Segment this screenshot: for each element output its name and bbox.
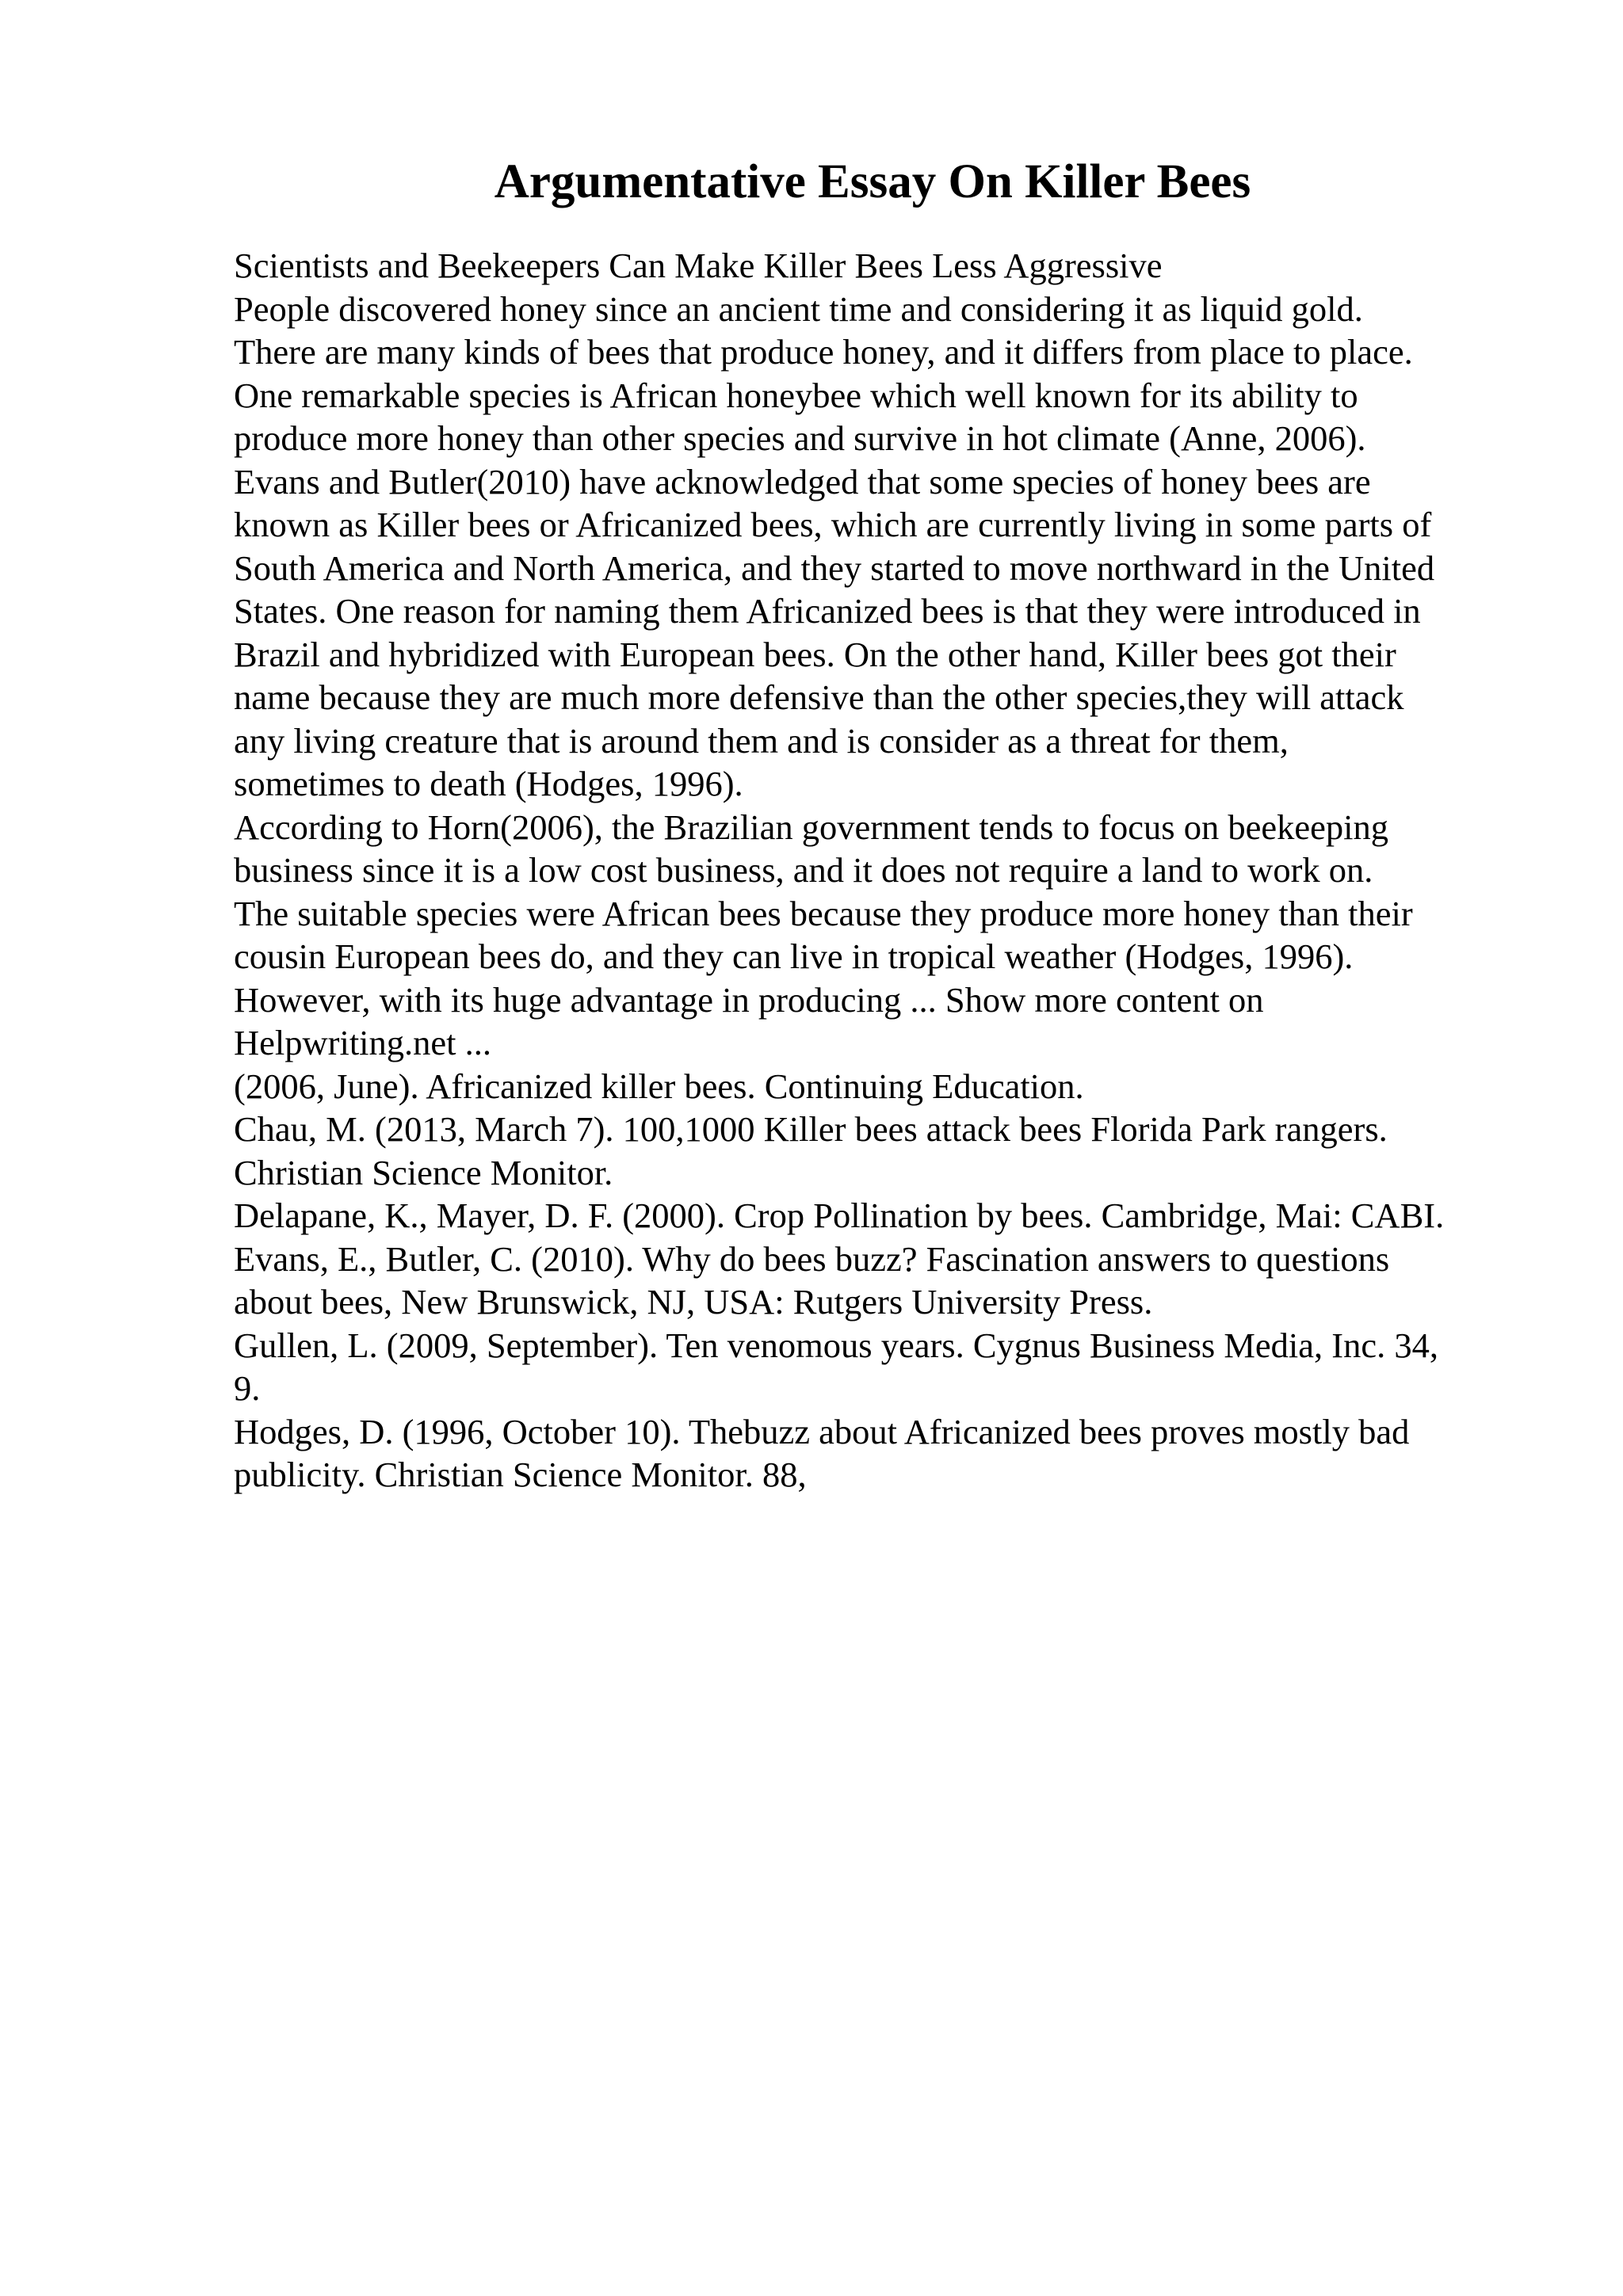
text-line: People discovered honey since an ancient time and considering it as liquid gold. (234, 288, 1363, 329)
text-line: Brazil and hybridized with European bees. On the other hand, Killer bees got their (234, 634, 1396, 674)
text-line: Evans, E., Butler, C. (2010). Why do bees buzz? Fascination answers to questions (234, 1238, 1390, 1279)
text-line: The suitable species were African bees because they produce more honey than their (234, 893, 1413, 933)
text-line: Helpwriting.net ... (234, 1023, 492, 1062)
text-line: cousin European bees do, and they can live in tropical weather (Hodges, 1996). (234, 936, 1354, 976)
text-line: name because they are much more defensive than the other species,they will attack (234, 677, 1404, 717)
text-line: According to Horn(2006), the Brazilian government tends to focus on beekeeping (234, 807, 1388, 847)
text-line: about bees, New Brunswick, NJ, USA: Rutgers University Press. (234, 1282, 1153, 1322)
text-line: There are many kinds of bees that produce honey, and it differs from place to place. (234, 332, 1413, 372)
text-line: business since it is a low cost business, and it does not require a land to work on. (234, 850, 1373, 890)
text-line: known as Killer bees or Africanized bees, which are currently living in some parts of (234, 505, 1432, 544)
text-line: Chau, M. (2013, March 7). 100,1000 Killer bees attack bees Florida Park rangers. (234, 1109, 1388, 1149)
text-line: any living creature that is around them and is consider as a threat for them, (234, 720, 1289, 761)
document-body (234, 244, 1533, 1497)
text-line: sometimes to death (Hodges, 1996). (234, 764, 743, 803)
document-title: Argumentative Essay On Killer Bees (494, 155, 1251, 208)
text-line: One remarkable species is African honeybee which well known for its ability to (234, 375, 1358, 415)
text-line: Christian Science Monitor. (234, 1152, 613, 1192)
text-line: Delapane, K., Mayer, D. F. (2000). Crop Pollination by bees. Cambridge, Mai: CABI. (234, 1196, 1445, 1235)
text-line: publicity. Christian Science Monitor. 88, (234, 1455, 807, 1494)
text-line: Evans and Butler(2010) have acknowledged that some species of honey bees are (234, 461, 1371, 502)
text-line: 9. (234, 1368, 261, 1408)
text-line: produce more honey than other species and survive in hot climate (Anne, 2006). (234, 418, 1366, 458)
text-line: However, with its huge advantage in producing ... Show more content on (234, 979, 1264, 1020)
text-line: Scientists and Beekeepers Can Make Killer Bees Less Aggressive (234, 246, 1163, 285)
text-line: Gullen, L. (2009, September). Ten venomous years. Cygnus Business Media, Inc. 34, (234, 1325, 1438, 1365)
text-line: States. One reason for naming them Africanized bees is that they were introduced in (234, 591, 1421, 631)
text-line: South America and North America, and they started to move northward in the United (234, 547, 1435, 588)
text-line: Hodges, D. (1996, October 10). Thebuzz about Africanized bees proves mostly bad (234, 1411, 1410, 1451)
text-line: (2006, June). Africanized killer bees. Continuing Education. (234, 1066, 1084, 1106)
